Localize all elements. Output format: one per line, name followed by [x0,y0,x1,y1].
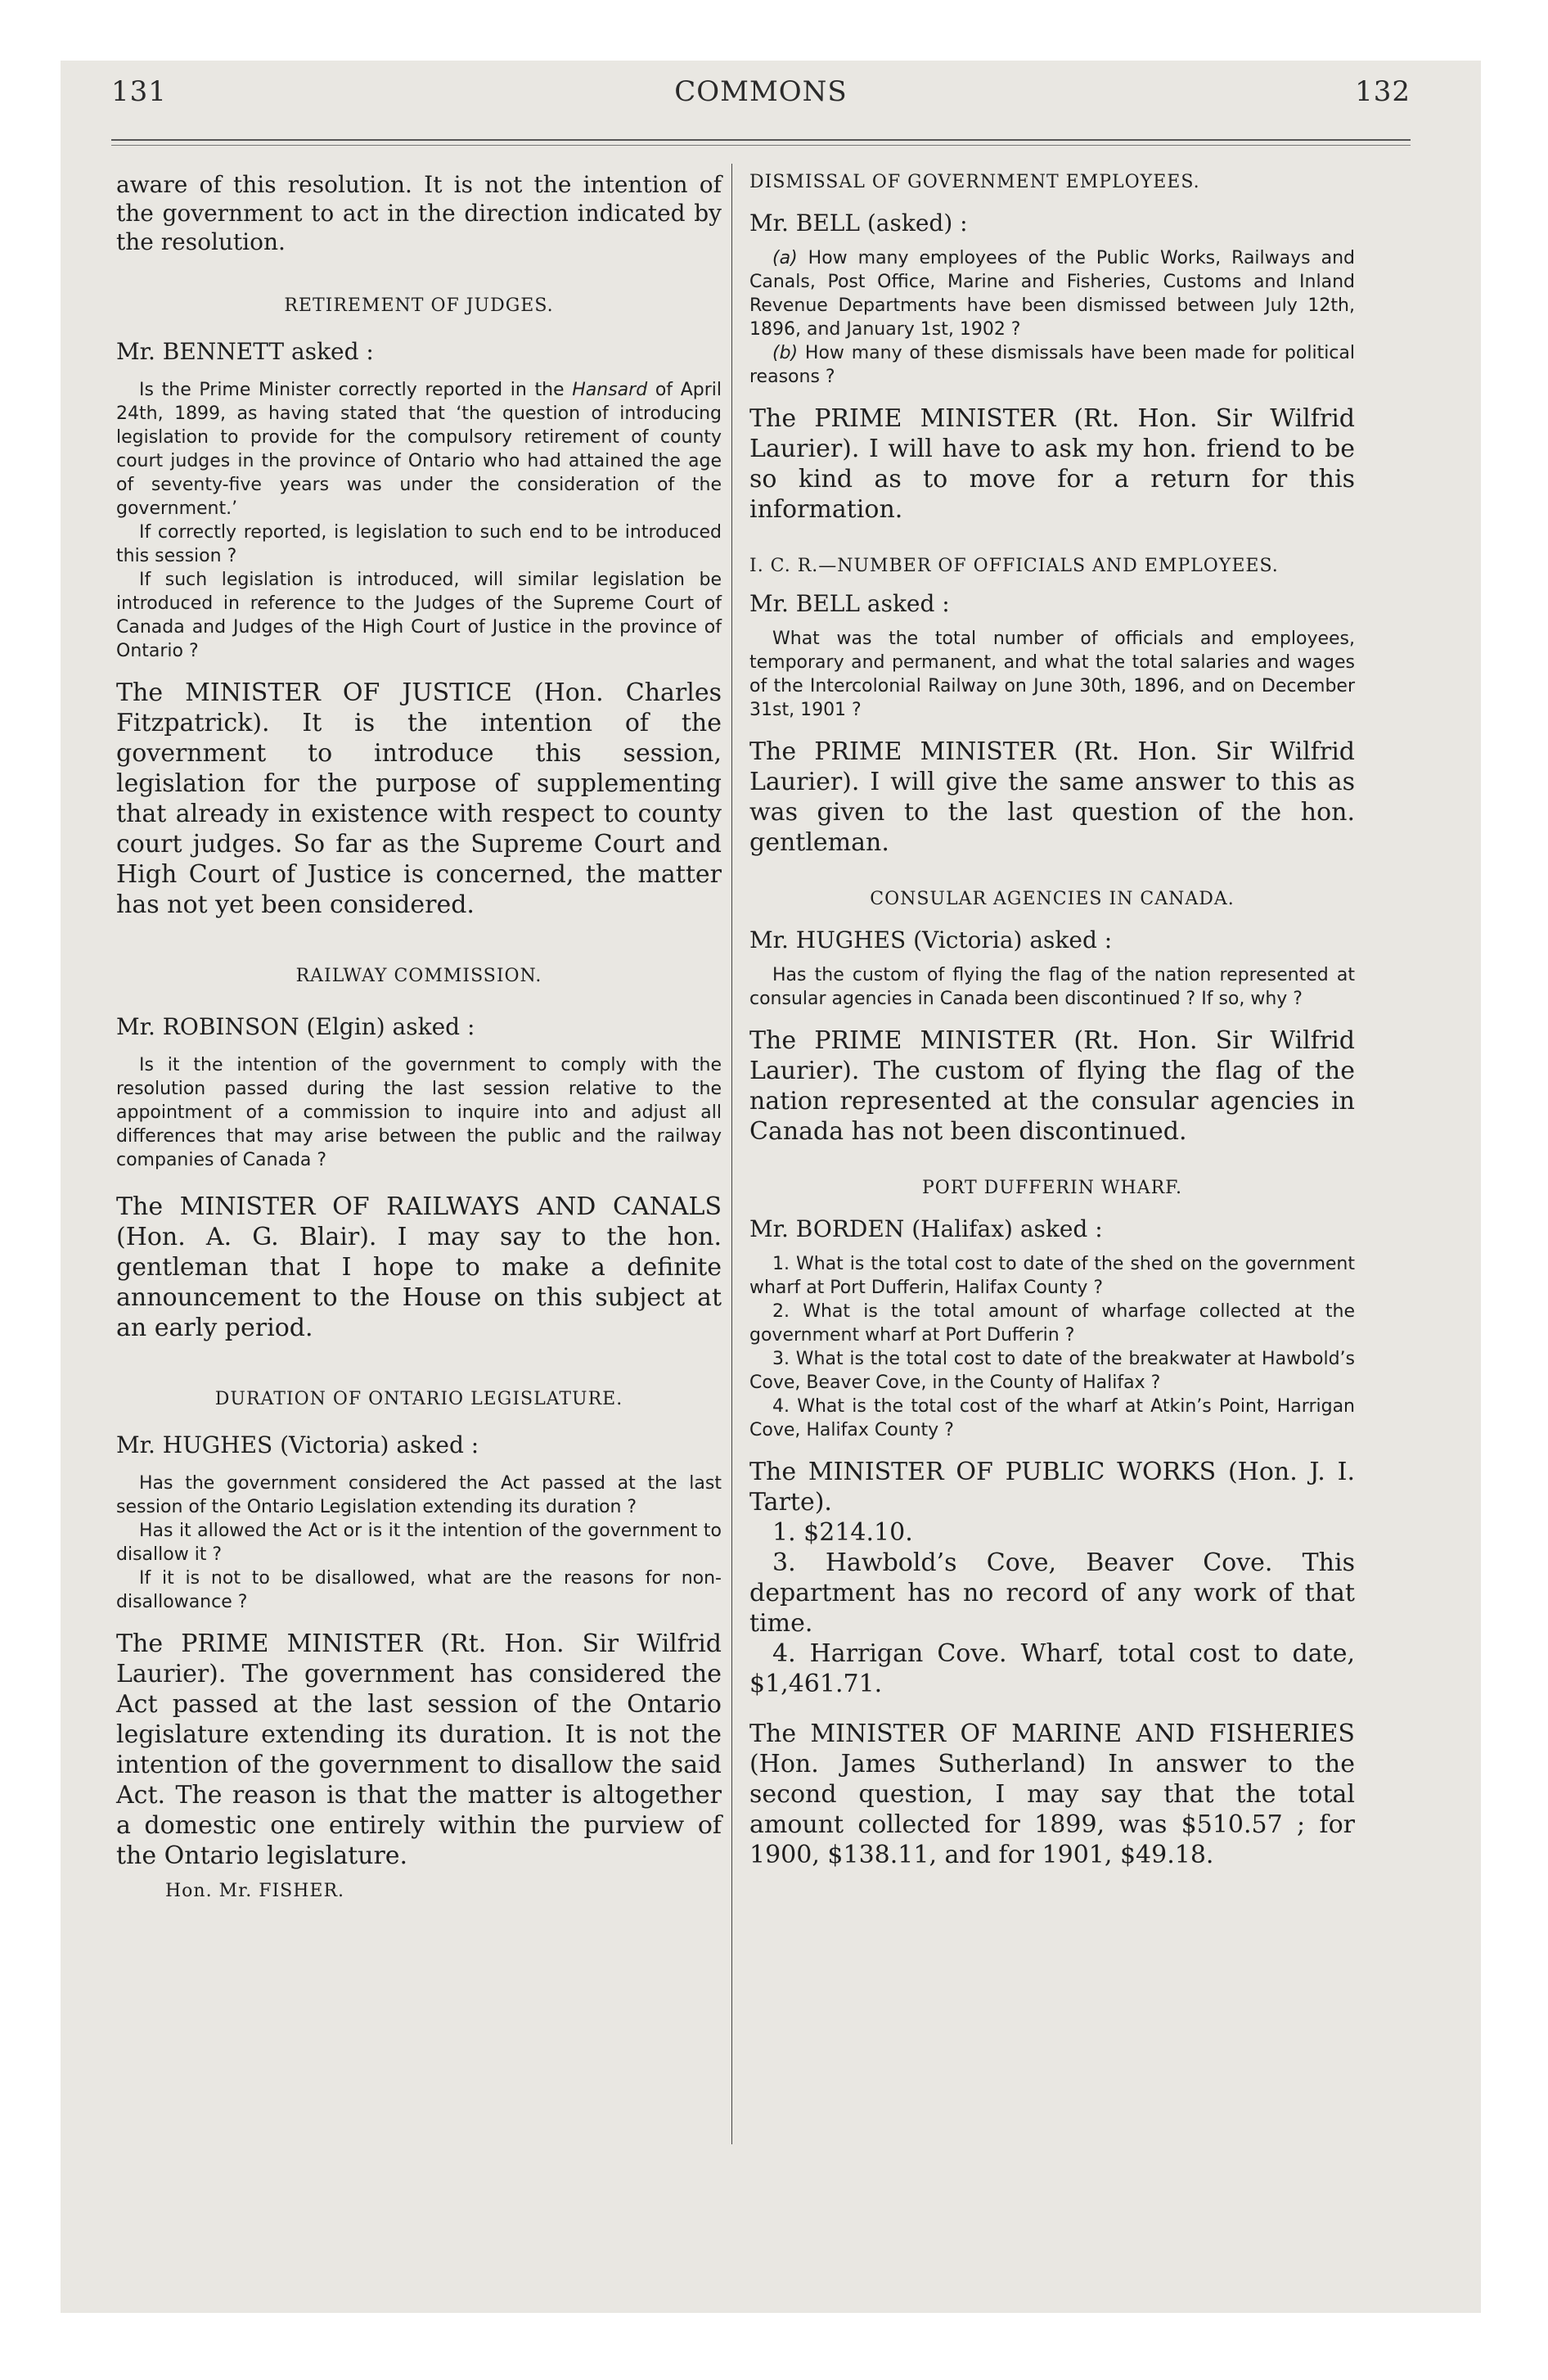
question-asker: Mr. BELL asked : [749,590,950,617]
question-text: Is it the intention of the government to comply with the resolution passed during the last session relative to the appointment of a commission to inquire into and adjust all differences that may arise between the public and the railway companies of Canada ? [116,1055,722,1170]
question-text: Has it allowed the Act or is it the intention of the government to disallow it ? [116,1521,722,1565]
answer-paragraph: The MINISTER OF RAILWAYS AND CANALS (Hon. A. G. Blair). I may say to the hon. gentleman that I hope to make a definite announcement to the House on this subject at an early period. [116,1192,722,1342]
answer-paragraph: The MINISTER OF PUBLIC WORKS (Hon. J. I. Tarte). [749,1458,1355,1517]
section-heading: PORT DUFFERIN WHARF. [921,1178,1183,1198]
section-heading: DISMISSAL OF GOVERNMENT EMPLOYEES. [749,172,1200,192]
page-header [111,75,1411,124]
answer-paragraph: The PRIME MINISTER (Rt. Hon. Sir Wilfrid Laurier). I will have to ask my hon. friend to be so kind as to move for a return for this information. [749,404,1355,524]
column-divider [731,164,732,2144]
question-text: What was the total number of officials and employees, temporary and permanent, and what the total salaries and wages of the Intercolonial Railway on June 30th, 1896, and on December 31st, 1901 ? [749,629,1355,720]
question-text: Is the Prime Minister correctly reported in the Hansard of April 24th, 1899, as having stated that ‘the question of introducing legislation to provide for the compulsory retirement of county court judges in the province of Ontario who had attained the age of seventy-five years was under the consideration of the government.’ [116,380,722,519]
question-text: 2. What is the total amount of wharfage collected at the government wharf at Port Dufferin ? [749,1301,1355,1346]
right-column [749,170,1355,1870]
answer-item: 4. Harrigan Cove. Wharf, total cost to date, $1,461.71. [749,1639,1355,1698]
section-heading: RETIREMENT OF JUDGES. [284,295,554,316]
header-rule-thin [111,145,1411,146]
question-text: If correctly reported, is legislation to such end to be introduced this session ? [116,522,722,566]
section-heading: RAILWAY COMMISSION. [295,966,542,986]
right-page-number: 132 [1355,75,1411,108]
question-text: 3. What is the total cost to date of the breakwater at Hawbold’s Cove, Beaver Cove, in the County of Halifax ? [749,1349,1355,1393]
question-text: (b) How many of these dismissals have been made for political reasons ? [749,343,1355,387]
question-text: 1. What is the total cost to date of the shed on the government wharf at Port Dufferin, Halifax County ? [749,1254,1355,1298]
section-heading: CONSULAR AGENCIES IN CANADA. [870,889,1235,909]
section-heading: I. C. R.—NUMBER OF OFFICIALS AND EMPLOYEES. [749,556,1279,576]
answer-paragraph: The MINISTER OF MARINE AND FISHERIES (Hon. James Sutherland) In answer to the second question, I may say that the total amount collected for 1899, was $510.57 ; for 1900, $138.11, and for 1901, $49.18. [749,1720,1355,1869]
question-asker: Mr. ROBINSON (Elgin) asked : [116,1013,475,1040]
next-speaker: Hon. Mr. FISHER. [165,1881,345,1901]
intro-paragraph: aware of this resolution. It is not the intention of the government to act in the direction indicated by the resolution. [116,171,722,255]
section-heading: DURATION OF ONTARIO LEGISLATURE. [214,1389,623,1409]
question-text: Has the government considered the Act passed at the last session of the Ontario Legislation extending its duration ? [116,1473,722,1517]
left-column [116,170,722,1901]
hansard-italic: Hansard [572,380,648,400]
question-text: If such legislation is introduced, will similar legislation be introduced in reference to the Judges of the Supreme Court of Canada and Judges of the High Court of Justice in the province of Ontario ? [116,570,722,661]
running-title: COMMONS [674,75,848,108]
answer-paragraph: The PRIME MINISTER (Rt. Hon. Sir Wilfrid Laurier). The custom of flying the flag of the nation represented at the consular agencies in Canada has not been discontinued. [749,1026,1355,1146]
question-text: (a) How many employees of the Public Works, Railways and Canals, Post Office, Marine and Fisheries, Customs and Inland Revenue Departments have been dismissed between July 12th, 1896, and January 1st, 1902 ? [749,248,1355,340]
question-text: Has the custom of flying the flag of the nation represented at consular agencies in Canada been discontinued ? If so, why ? [749,965,1355,1009]
header-rule [111,139,1411,141]
question-text: If it is not to be disallowed, what are the reasons for non-disallowance ? [116,1568,722,1612]
question-text: 4. What is the total cost of the wharf at Atkin’s Point, Harrigan Cove, Halifax County ? [749,1396,1355,1440]
question-asker: Mr. BENNETT asked : [116,338,374,365]
question-asker: Mr. BELL (asked) : [749,210,968,237]
question-asker: Mr. BORDEN (Halifax) asked : [749,1215,1103,1242]
answer-paragraph: The MINISTER OF JUSTICE (Hon. Charles Fitzpatrick). It is the intention of the government to introduce this session, legislation for the purpose of supplementing that already in existence with respect to county court judges. So far as the Supreme Court and High Court of Justice is concerned, the matter has not yet been considered. [116,678,722,919]
answer-paragraph: The PRIME MINISTER (Rt. Hon. Sir Wilfrid Laurier). The government has considered the Act passed at the last session of the Ontario legislature extending its duration. It is not the intention of the government to disallow the said Act. The reason is that the matter is altogether a domestic one entirely within the purview of the Ontario legislature. [116,1629,722,1870]
left-page-number: 131 [111,75,167,108]
answer-item: 1. $214.10. [772,1518,913,1547]
answer-item: 3. Hawbold’s Cove, Beaver Cove. This department has no record of any work of that time. [749,1548,1355,1638]
question-asker: Mr. HUGHES (Victoria) asked : [749,926,1113,953]
answer-paragraph: The PRIME MINISTER (Rt. Hon. Sir Wilfrid Laurier). I will give the same answer to this as was given to the last question of the hon. gentleman. [749,737,1355,857]
question-asker: Mr. HUGHES (Victoria) asked : [116,1431,479,1458]
